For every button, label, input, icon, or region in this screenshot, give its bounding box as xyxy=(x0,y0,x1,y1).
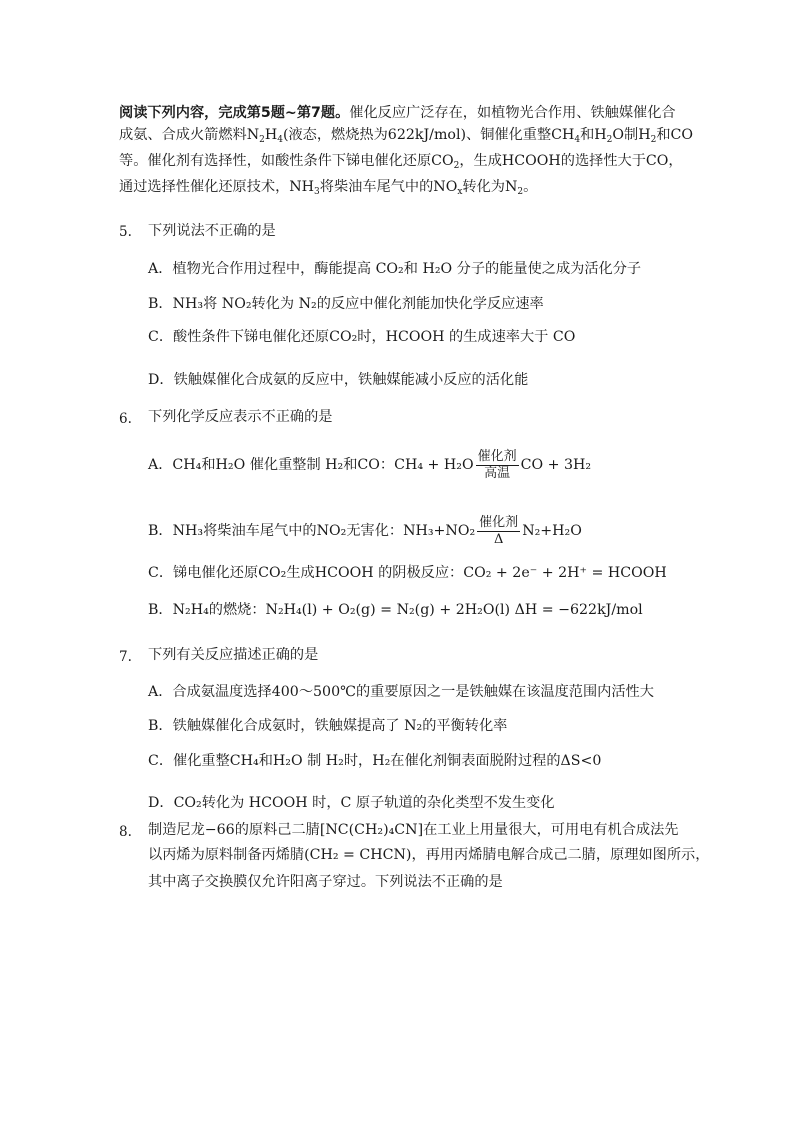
intro-text: 转化为N xyxy=(462,179,518,195)
intro-text: (液态，燃烧热为622kJ/mol)、铜催化重整CH xyxy=(282,127,575,143)
question-stem: 下列有关反应描述正确的是 xyxy=(148,647,319,663)
option-b: B．NH₃将 NO₂转化为 N₂的反应中催化剂能加快化学反应速率 xyxy=(148,296,544,312)
condition-bottom: 高温 xyxy=(484,465,511,481)
intro-text: 。 xyxy=(523,179,538,195)
intro-text: 催化反应广泛存在，如植物光合作用、铁触媒催化合 xyxy=(349,105,676,121)
intro-line-3: 等。催化剂有选择性，如酸性条件下锑电催化还原$CO_2$，生成HCOOH的选择性大于CO， xyxy=(119,153,683,171)
question-number: 5. xyxy=(119,224,132,240)
intro-text: 通过选择性催化还原技术，NH xyxy=(119,179,315,195)
condition-top: 催化剂 xyxy=(479,514,519,530)
intro-text: 将柴油车尾气中的NO xyxy=(319,179,458,195)
option-d: D．铁触媒催化合成氨的反应中，铁触媒能减小反应的活化能 xyxy=(148,372,529,388)
condition-arrow xyxy=(476,449,519,482)
intro-line-2: 成氨、合成火箭燃料$N_2H_4$(液态，燃烧热为622kJ/mol)、铜催化重整$CH_4$和$H_2O$制$H_2$和CO xyxy=(119,127,694,145)
intro-text: 等。催化剂有选择性，如酸性条件下锑电催化还原CO xyxy=(119,153,454,169)
option-b: B．铁触媒催化合成氨时，铁触媒提高了 N₂的平衡转化率 xyxy=(148,718,508,734)
intro-line-4: 通过选择性催化还原技术，$NH_3$将柴油车尾气中的$NO_x$转化为$N_2$。 xyxy=(119,179,538,197)
question-stem-line: 其中离子交换膜仅允许阳离子穿过。下列说法不正确的是 xyxy=(148,874,503,890)
intro-heading: 阅读下列内容，完成第5题~第7题。 xyxy=(119,105,350,121)
option-c: C．催化重整CH₄和H₂O 制 H₂时，H₂在催化剂铜表面脱附过程的ΔS<0 xyxy=(148,753,602,769)
equation-right: CO + 3H₂ xyxy=(520,457,592,473)
question-stem: 下列化学反应表示不正确的是 xyxy=(148,409,333,425)
question-number: 7. xyxy=(119,649,132,665)
question-number: 8. xyxy=(119,824,132,840)
option-d: D．CO₂转化为 HCOOH 时，C 原子轨道的杂化类型不发生变化 xyxy=(148,795,555,811)
option-d: B．N₂H₄的燃烧：N₂H₄(l) + O₂(g) = N₂(g) + 2H₂O(l) ΔH = −622kJ/mol xyxy=(148,602,643,618)
question-stem: 下列说法不正确的是 xyxy=(148,223,276,239)
intro-text: 和H xyxy=(580,127,607,143)
option-c: C．锑电催化还原CO₂生成HCOOH 的阴极反应：CO₂ + 2e⁻ + 2H⁺ = HCOOH xyxy=(148,565,667,581)
equation-left: B．NH₃将柴油车尾气中的NO₂无害化：NH₃+NO₂ xyxy=(148,523,476,539)
equation-right: N₂+H₂O xyxy=(522,523,582,539)
condition-top: 催化剂 xyxy=(477,448,517,464)
option-c: C．酸性条件下锑电催化还原CO₂时，HCOOH 的生成速率大于 CO xyxy=(148,329,576,345)
question-number: 6. xyxy=(119,411,132,427)
intro-text: 和CO xyxy=(656,127,694,143)
option-b xyxy=(148,513,582,549)
intro-text: H xyxy=(264,127,278,143)
equation-left: A．CH₄和H₂O 催化重整制 H₂和CO：CH₄ + H₂O xyxy=(148,457,474,473)
intro-text: 成氨、合成火箭燃料N xyxy=(119,127,260,143)
option-a: A．合成氨温度选择400～500℃的重要原因之一是铁触媒在该温度范围内活性大 xyxy=(148,684,654,700)
question-stem-line: 以丙烯为原料制备丙烯腈(CH₂ = CHCN)，再用丙烯腈电解合成己二腈，原理如图所示， xyxy=(148,847,710,863)
option-a: A．植物光合作用过程中，酶能提高 CO₂和 H₂O 分子的能量使之成为活化分子 xyxy=(148,261,642,277)
condition-arrow xyxy=(477,515,520,548)
intro-line-1 xyxy=(119,103,676,123)
condition-bottom: Δ xyxy=(493,531,504,547)
option-a xyxy=(148,447,591,483)
question-stem-line: 制造尼龙−66的原料己二腈[NC(CH₂)₄CN]在工业上用量很大，可用电有机合成法先 xyxy=(148,822,679,838)
intro-text: ，生成HCOOH的选择性大于CO， xyxy=(459,153,683,169)
intro-text: O制H xyxy=(612,127,651,143)
